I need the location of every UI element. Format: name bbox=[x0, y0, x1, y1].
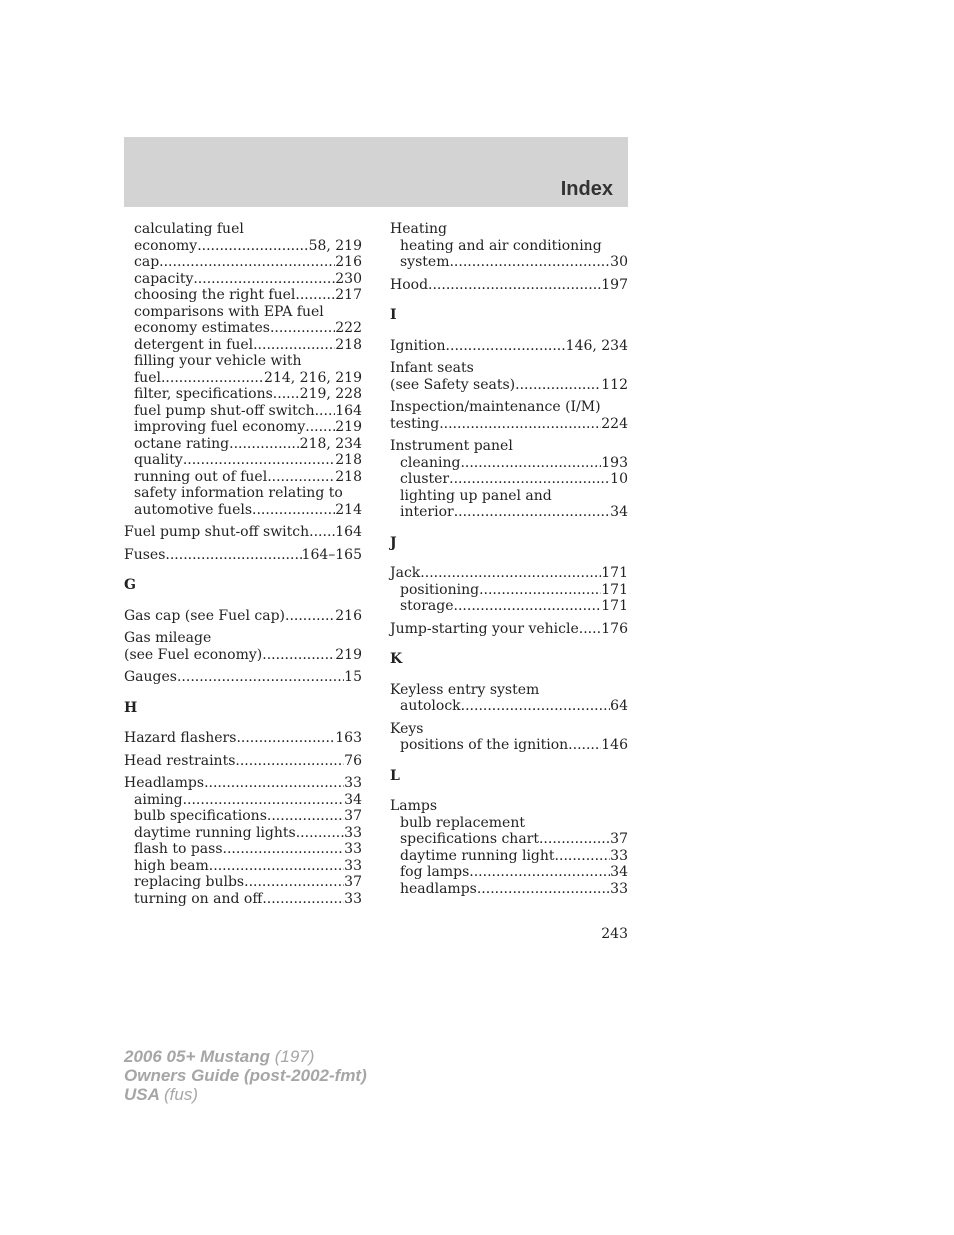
index-column-left bbox=[124, 221, 362, 907]
index-entry: octane rating ..... 218, 234 bbox=[124, 436, 362, 453]
index-entry: running out of fuel ..... 218 bbox=[124, 469, 362, 486]
index-entry: headlamps ..... 33 bbox=[390, 881, 628, 898]
index-entry: quality ..... 218 bbox=[124, 452, 362, 469]
index-entry: Infant seats bbox=[390, 360, 474, 376]
index-entry: economy estimates ..... 222 bbox=[124, 320, 362, 337]
index-entry: Hazard flashers ..... 163 bbox=[124, 730, 362, 747]
index-entry: high beam ..... 33 bbox=[124, 858, 362, 875]
index-entry: bulb replacement bbox=[400, 814, 525, 831]
index-entry: storage ..... 171 bbox=[390, 598, 628, 615]
footer bbox=[124, 1047, 367, 1104]
footer-line-3: USA (fus) bbox=[124, 1085, 198, 1104]
index-entry: filter, specifications ..... 219, 228 bbox=[124, 386, 362, 403]
index-entry: Hood ..... 197 bbox=[390, 277, 628, 294]
index-entry: bulb specifications ..... 37 bbox=[124, 808, 362, 825]
index-entry: (see Safety seats) ..... 112 bbox=[390, 377, 628, 394]
index-entry: Gas cap (see Fuel cap) ..... 216 bbox=[124, 608, 362, 625]
section-letter: K bbox=[390, 651, 403, 667]
index-entry: lighting up panel and bbox=[400, 487, 552, 504]
index-entry: Gauges ..... 15 bbox=[124, 669, 362, 686]
index-entry: detergent in fuel ..... 218 bbox=[124, 337, 362, 354]
page-number: 243 bbox=[601, 926, 628, 942]
section-letter: I bbox=[390, 307, 397, 323]
index-entry: daytime running lights ..... 33 bbox=[124, 825, 362, 842]
footer-line-2: Owners Guide (post-2002-fmt) bbox=[124, 1066, 367, 1085]
header-band bbox=[124, 137, 628, 207]
section-letter: G bbox=[124, 577, 136, 593]
index-entry: testing ..... 224 bbox=[390, 416, 628, 433]
index-entry: Instrument panel bbox=[390, 438, 513, 454]
index-entry: fog lamps ..... 34 bbox=[390, 864, 628, 881]
index-entry: Heating bbox=[390, 221, 447, 237]
index-entry: flash to pass ..... 33 bbox=[124, 841, 362, 858]
index-entry: positions of the ignition ..... 146 bbox=[390, 737, 628, 754]
index-entry: Ignition ..... 146, 234 bbox=[390, 338, 628, 355]
index-entry: turning on and off ..... 33 bbox=[124, 891, 362, 908]
index-entry: Keys bbox=[390, 720, 424, 737]
index-entry: improving fuel economy ..... 219 bbox=[124, 419, 362, 436]
index-entry: specifications chart ..... 37 bbox=[390, 831, 628, 848]
index-entry: Keyless entry system bbox=[390, 681, 540, 698]
index-entry: interior ..... 34 bbox=[390, 504, 628, 521]
index-entry: cluster ..... 10 bbox=[390, 471, 628, 488]
index-entry: safety information relating to bbox=[134, 485, 343, 501]
page-title: Index bbox=[560, 178, 613, 200]
index-entry: (see Fuel economy) ..... 219 bbox=[124, 647, 362, 664]
index-entry: Gas mileage bbox=[124, 630, 212, 646]
index-entry: automotive fuels ..... 214 bbox=[124, 502, 362, 519]
index-entry: daytime running light ..... 33 bbox=[390, 848, 628, 865]
index-entry: cap ..... 216 bbox=[124, 254, 362, 271]
index-entry: Inspection/maintenance (I/M) bbox=[390, 399, 601, 415]
section-letter: H bbox=[124, 699, 138, 716]
index-entry: fuel ..... 214, 216, 219 bbox=[124, 370, 362, 387]
index-entry: Fuel pump shut-off switch ..... 164 bbox=[124, 524, 362, 541]
index-entry: capacity ..... 230 bbox=[124, 271, 362, 288]
index-entry: Jack ..... 171 bbox=[390, 565, 628, 582]
index-entry: aiming ..... 34 bbox=[124, 792, 362, 809]
index-entry: positioning ..... 171 bbox=[390, 582, 628, 599]
index-entry: heating and air conditioning bbox=[400, 237, 602, 254]
index-entry: replacing bulbs ..... 37 bbox=[124, 874, 362, 891]
index-entry: Jump-starting your vehicle ..... 176 bbox=[390, 621, 628, 638]
index-column-right bbox=[390, 221, 628, 897]
section-letter: J bbox=[390, 534, 397, 551]
index-entry: autolock ..... 64 bbox=[390, 698, 628, 715]
index-entry: Lamps bbox=[390, 798, 438, 814]
index-entry: calculating fuel bbox=[134, 221, 244, 237]
index-entry: Head restraints ..... 76 bbox=[124, 753, 362, 770]
index-entry: fuel pump shut-off switch ..... 164 bbox=[124, 403, 362, 420]
index-entry: Headlamps ..... 33 bbox=[124, 775, 362, 792]
index-entry: comparisons with EPA fuel bbox=[134, 303, 324, 320]
index-entry: filling your vehicle with bbox=[134, 353, 302, 369]
index-entry: cleaning ..... 193 bbox=[390, 455, 628, 472]
index-entry: economy ..... 58, 219 bbox=[124, 238, 362, 255]
section-letter: L bbox=[390, 767, 400, 784]
index-entry: choosing the right fuel ..... 217 bbox=[124, 287, 362, 304]
index-entry: Fuses ..... 164–165 bbox=[124, 547, 362, 564]
footer-line-1: 2006 05+ Mustang (197) bbox=[124, 1047, 315, 1066]
index-entry: system ..... 30 bbox=[390, 254, 628, 271]
